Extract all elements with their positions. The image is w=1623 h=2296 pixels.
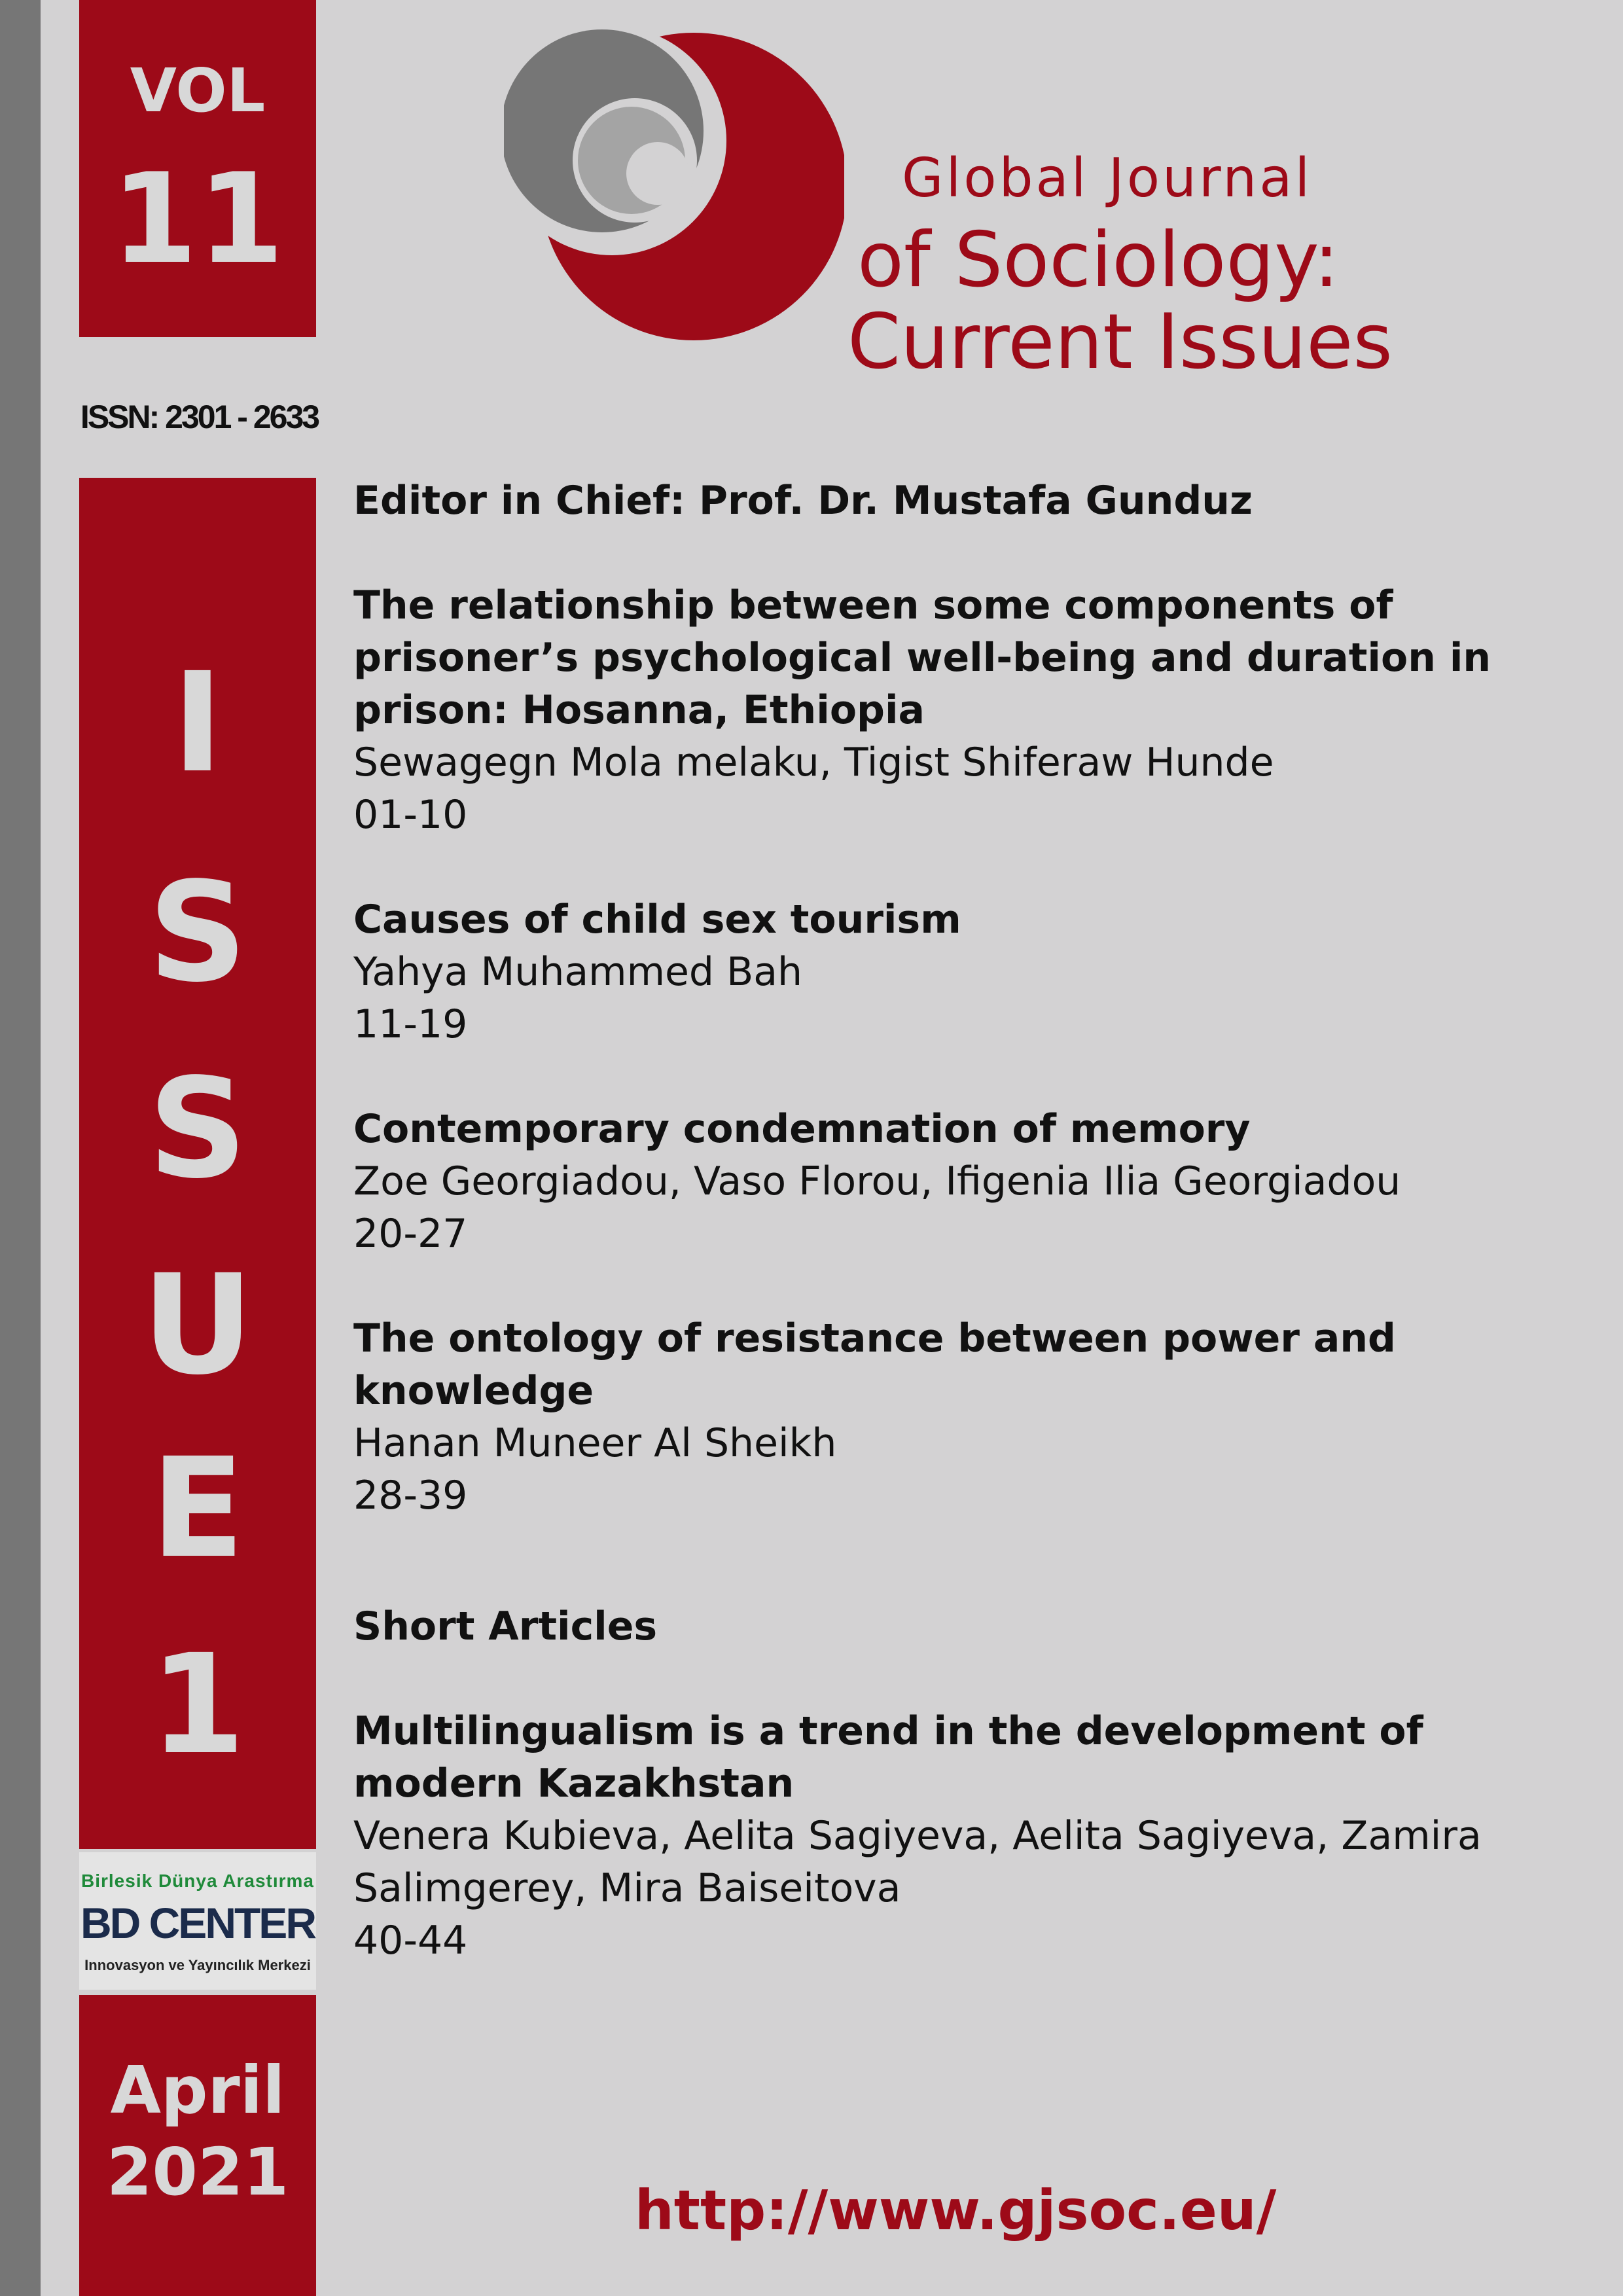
article-pages: 40-44 — [353, 1918, 468, 1964]
journal-title-line-2: of Sociology: — [857, 216, 1340, 304]
issue-letter: 1 — [149, 1624, 246, 1785]
article-authors: Sewagegn Mola melaku, Tigist Shiferaw Hunde — [353, 740, 1274, 785]
issue-letter: E — [151, 1428, 245, 1588]
short-article-entry — [353, 1705, 1597, 1967]
issue-month: April — [110, 2052, 285, 2128]
issue-year: 2021 — [106, 2134, 289, 2210]
article-authors: Hanan Muneer Al Sheikh — [353, 1420, 837, 1466]
article-entry — [353, 579, 1597, 841]
article-title: Causes of child sex tourism — [353, 897, 961, 942]
article-authors: Venera Kubieva, Aelita Sagiyeva, Aelita Sagiyeva, Zamira Salimgerey, Mira Baiseitova — [353, 1813, 1482, 1911]
publisher-logo-top: Birlesik Dünya Arastırma — [81, 1871, 314, 1891]
publisher-logo-name: BD CENTER — [80, 1899, 315, 1947]
issn: ISSN: 2301 - 2633 — [80, 399, 319, 435]
article-title: The relationship between some components of prisoner’s psychological well-being and duration in prison: Hosanna, Ethiopia — [353, 583, 1491, 733]
issue-letter: U — [141, 1245, 254, 1405]
article-pages: 01-10 — [353, 792, 468, 838]
issue-letter: S — [148, 1049, 247, 1209]
article-pages: 28-39 — [353, 1473, 468, 1518]
article-entry — [353, 1312, 1597, 1522]
table-of-contents — [353, 475, 1597, 2019]
editor-in-chief: Editor in Chief: Prof. Dr. Mustafa Gunduz — [353, 478, 1253, 524]
article-pages: 20-27 — [353, 1211, 468, 1257]
journal-title-line-1: Global Journal — [902, 147, 1313, 209]
article-title: Contemporary condemnation of memory — [353, 1106, 1251, 1152]
article-authors: Zoe Georgiadou, Vaso Florou, Ifigenia Ilia Georgiadou — [353, 1158, 1401, 1204]
journal-logo-icon — [504, 20, 844, 360]
article-title: Multilingualism is a trend in the development of modern Kazakhstan — [353, 1708, 1423, 1806]
article-pages: 11-19 — [353, 1001, 468, 1047]
issue-letter: S — [148, 852, 247, 1013]
edge-strip — [0, 0, 41, 2296]
journal-url-link[interactable]: http://www.gjsoc.eu/ — [635, 2178, 1277, 2242]
journal-title-line-3: Current Issues — [847, 298, 1393, 386]
short-articles-heading: Short Articles — [353, 1604, 658, 1649]
article-authors: Yahya Muhammed Bah — [353, 949, 803, 995]
issue-letter: I — [171, 643, 224, 803]
volume-number: 11 — [111, 147, 285, 291]
volume-label: VOL — [130, 56, 266, 126]
article-entry — [353, 1103, 1597, 1260]
article-title: The ontology of resistance between power and knowledge — [353, 1316, 1396, 1414]
article-entry — [353, 893, 1597, 1050]
publisher-logo-tagline: Innovasyon ve Yayıncılık Merkezi — [84, 1957, 311, 1973]
publisher-logo — [79, 1852, 316, 1990]
